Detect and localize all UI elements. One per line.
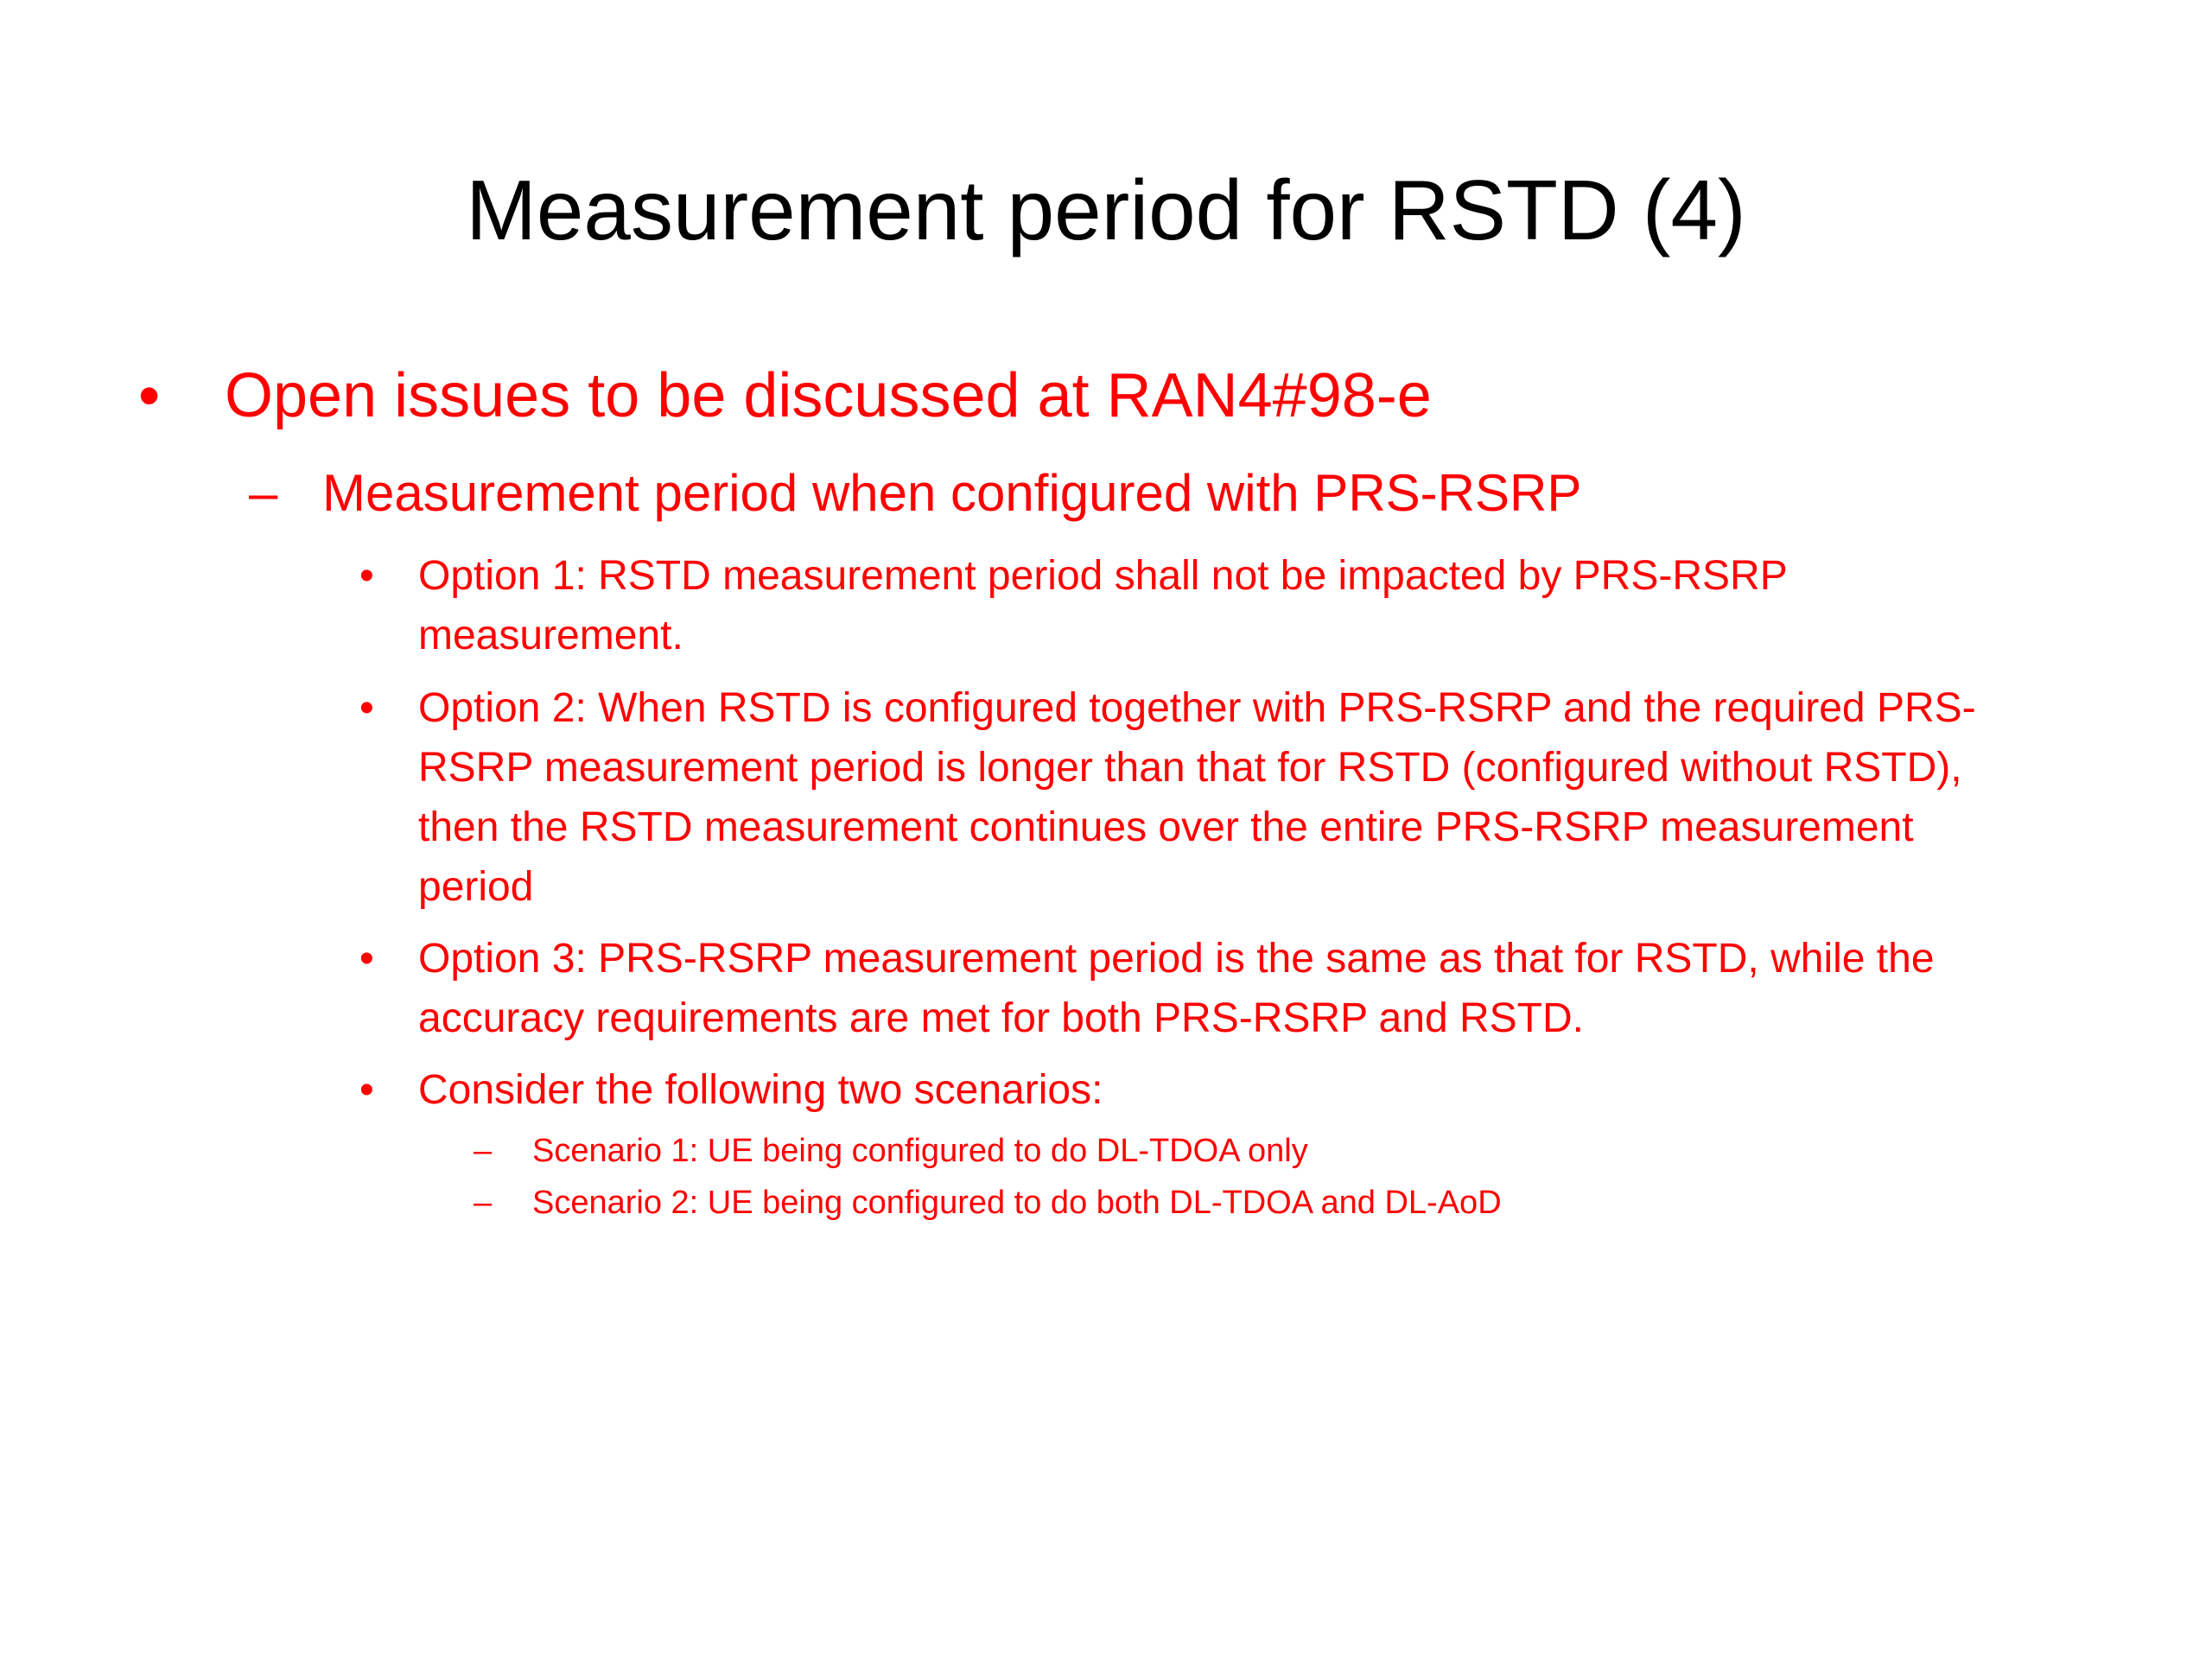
scenario-2-text: Scenario 2: UE being configured to do both DL-TDOA and DL-AoD xyxy=(532,1185,1502,1221)
option-line: measurement. xyxy=(418,613,683,658)
option-line: Consider the following two scenarios: xyxy=(418,1067,1103,1113)
slide-title: Measurement period for RSTD (4) xyxy=(466,162,1746,257)
option-1-text xyxy=(418,546,2086,665)
bullet-text: Open issues to be discussed at RAN4#98-e xyxy=(225,361,1432,430)
option-line: RSRP measurement period is longer than that for RSTD (configured without RSTD), xyxy=(418,745,1962,791)
option-line: Option 1: RSTD measurement period shall not be impacted by PRS-RSRP xyxy=(418,553,1788,599)
bullet-marker: • xyxy=(138,361,161,430)
option-line: accuracy requirements are met for both PRS-RSRP and RSTD. xyxy=(418,995,1584,1041)
option-line: Option 3: PRS-RSRP measurement period is the same as that for RSTD, while the xyxy=(418,936,1935,982)
option-2-text xyxy=(418,678,2086,917)
consider-scenarios-text xyxy=(418,1060,2086,1120)
option-line: then the RSTD measurement continues over the entire PRS-RSRP measurement xyxy=(418,804,1914,850)
dash-marker: – xyxy=(474,1133,493,1169)
bullet-marker: • xyxy=(359,936,374,982)
bullet-marker: • xyxy=(359,553,374,599)
bullet-marker: • xyxy=(359,685,374,731)
dash-marker: – xyxy=(249,464,278,522)
option-3-text xyxy=(418,929,2086,1048)
option-line: period xyxy=(418,864,534,910)
scenario-1-text: Scenario 1: UE being configured to do DL-TDOA only xyxy=(532,1133,1308,1169)
option-line: Option 2: When RSTD is configured together with PRS-RSRP and the required PRS- xyxy=(418,685,1976,731)
dash-marker: – xyxy=(474,1185,493,1221)
sub-bullet-text: Measurement period when configured with PRS-RSRP xyxy=(322,464,1582,522)
bullet-marker: • xyxy=(359,1067,374,1113)
